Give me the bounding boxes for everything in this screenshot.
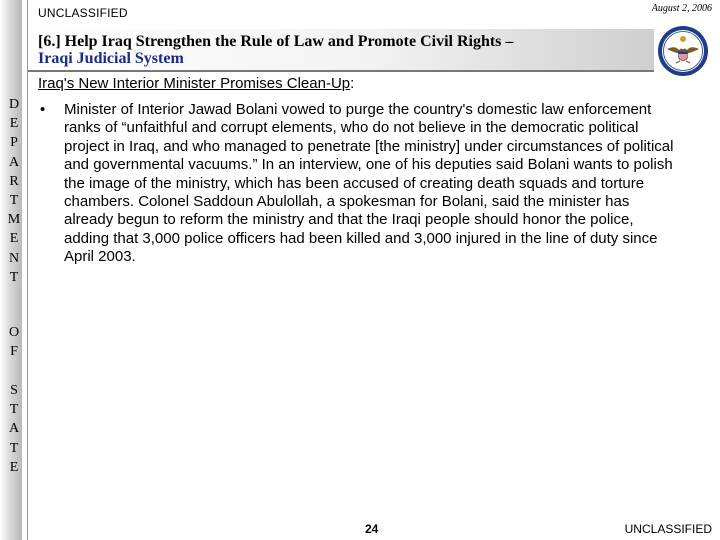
sidebar-letter: T <box>9 440 19 456</box>
department-of-state-seal-icon <box>657 25 709 77</box>
sidebar-letter: E <box>9 231 19 247</box>
title-line-1: [6.] Help Iraq Strengthen the Rule of Law and Promote Civil Rights – <box>38 33 514 50</box>
document-date: August 2, 2006 <box>651 3 712 14</box>
sidebar-department <box>6 95 22 287</box>
classification-header: UNCLASSIFIED <box>38 6 128 20</box>
sidebar-letter: A <box>8 154 20 170</box>
title-line-2: Iraqi Judicial System <box>38 50 184 67</box>
sidebar-letter: P <box>10 135 18 151</box>
bullet-marker: • <box>40 101 46 118</box>
left-divider-line <box>27 0 28 540</box>
sidebar-letter: N <box>8 250 20 266</box>
sidebar-letter: O <box>8 325 20 340</box>
sidebar-letter: A <box>8 421 20 437</box>
sidebar-of <box>6 323 22 361</box>
heading-suffix: : <box>350 75 355 92</box>
sidebar-letter: T <box>9 269 19 285</box>
bullet-body-text: Minister of Interior Jawad Bolani vowed to purge the country's domestic law enforcement ranks of “unfaithful and corrupt elements, who do not believe in the democratic political project in Iraq, and who managed to penetrate [the ministry] under circumstances of political and governmental vacuums.” In an interview, one of his deputies said Bolani wants to polish the image of the ministry, which has been accused of creating death squads and torture chambers. Colonel Saddoun Abulollah, a spokesman for Bolani, said the minister has already begun to reform the ministry and that the Iraqi people should honor the police, adding that 3,000 police officers had been killed and 3,000 injured in the line of duty since April 2003. <box>64 101 674 266</box>
classification-footer: UNCLASSIFIED <box>624 522 712 536</box>
section-heading <box>38 75 354 93</box>
sidebar-letter: E <box>9 116 19 132</box>
sidebar-letter: M <box>7 212 21 228</box>
page-number: 24 <box>365 522 379 536</box>
sidebar-letter: D <box>8 97 20 112</box>
sidebar-letter: F <box>10 344 18 360</box>
slide-title <box>38 33 648 67</box>
sidebar-letter: E <box>9 459 19 475</box>
sidebar-letter: R <box>9 173 19 189</box>
sidebar-letter: T <box>9 402 19 418</box>
sidebar-letter: S <box>10 383 18 398</box>
sidebar-state <box>6 381 22 477</box>
article-link[interactable]: Iraq's New Interior Minister Promises Clean-Up <box>38 75 351 92</box>
sidebar-letter: T <box>9 193 19 209</box>
